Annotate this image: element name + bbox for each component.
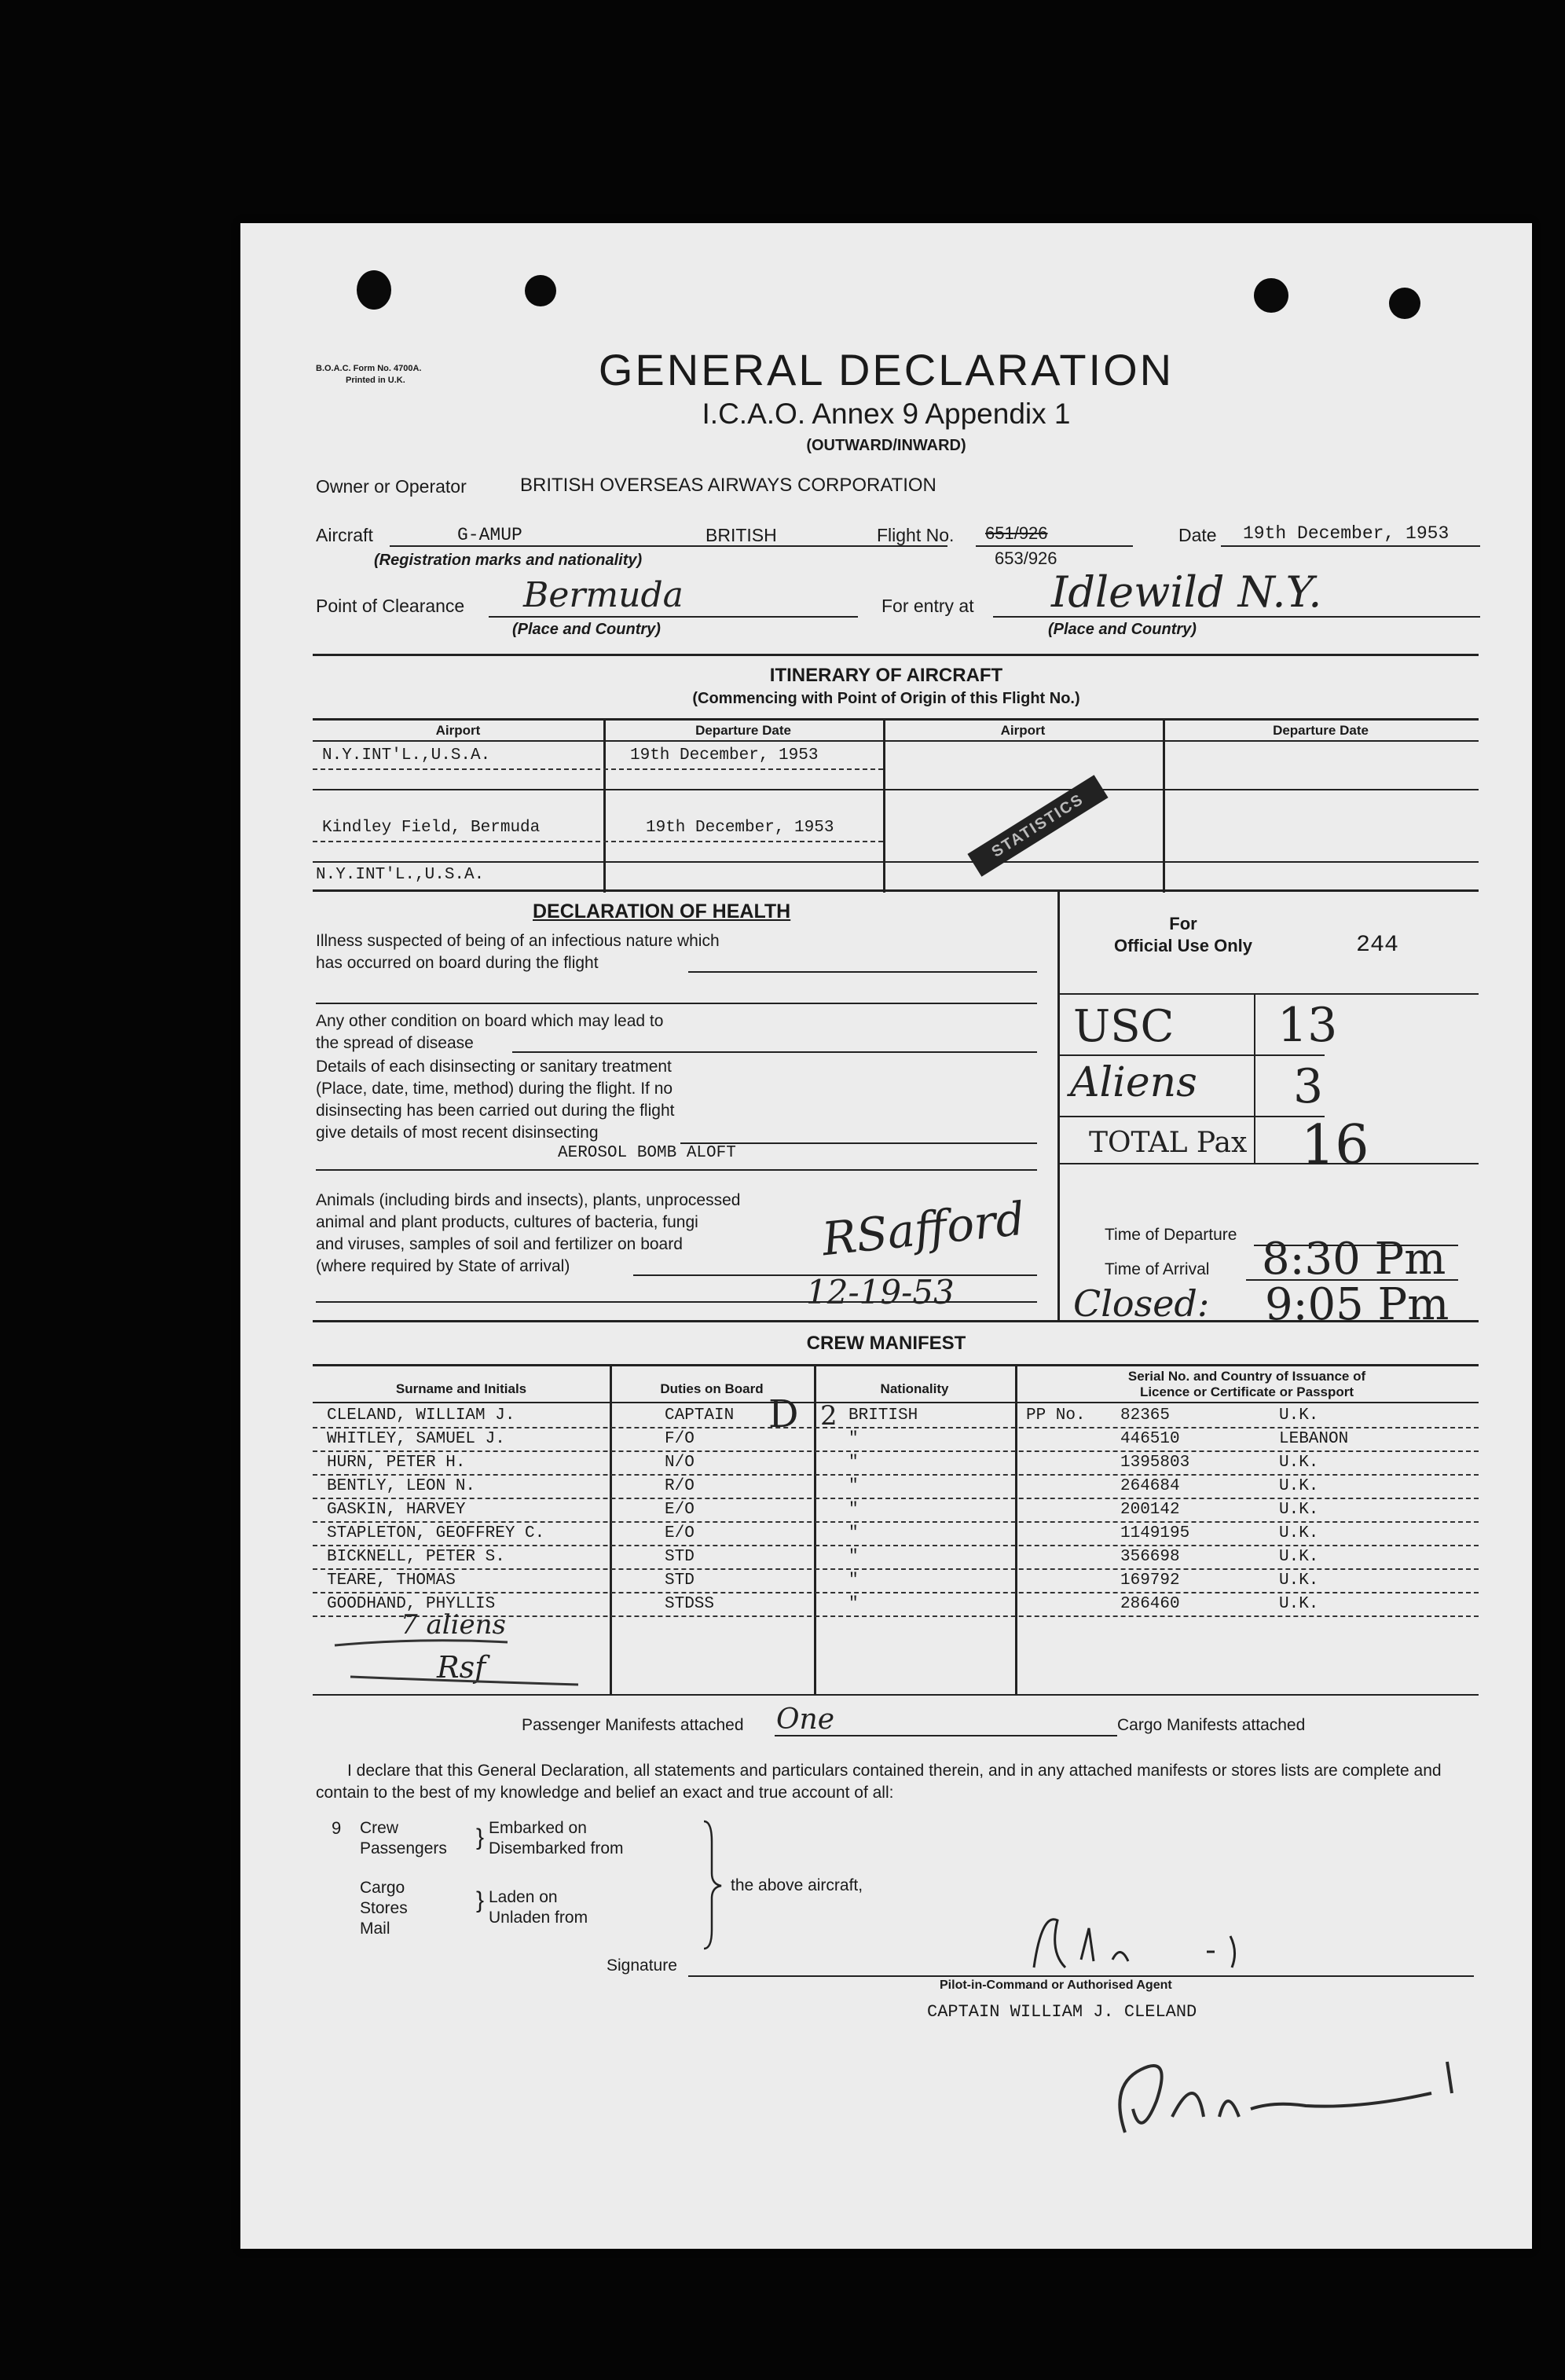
official-use-label [1057,913,1309,957]
itinerary-date: 19th December, 1953 [646,819,834,837]
itinerary-col-divider [603,718,606,893]
itinerary-col-divider [883,718,885,893]
crew-name: HURN, PETER H. [327,1454,466,1472]
crew-nationality: " [848,1477,859,1495]
crew-top-rule [313,1320,1479,1322]
itinerary-col-divider [1163,718,1165,893]
crew-name: STAPLETON, GEOFFREY C. [327,1524,545,1542]
arrival-value: 8:30 Pm [1262,1234,1446,1285]
crew-pen-strokes [327,1606,641,1692]
usc-value: 13 [1277,998,1338,1053]
other-condition-label [316,1010,663,1054]
large-brace [701,1818,724,1952]
clearance-value: Bermuda [523,575,684,615]
crew-duty: STD [665,1548,695,1566]
total-value: 16 [1301,1114,1369,1176]
registration-note: (Registration marks and nationality) [374,552,643,569]
embark-label [489,1818,624,1859]
disinsect-line: give details of most recent disinsecting [316,1124,599,1142]
disinsect-line-rule [316,1169,1037,1171]
crew-nationality: " [848,1501,859,1519]
itinerary-head-rule2 [313,740,1479,742]
crew-serial: 169792 [1120,1571,1180,1590]
closed-value: 9:05 Pm [1265,1279,1450,1330]
itinerary-subtitle: (Commencing with Point of Origin of this Flight No.) [692,690,1080,707]
crew-row-line [313,1592,1479,1593]
crew-serial: 264684 [1120,1477,1180,1495]
crew-serial: 200142 [1120,1501,1180,1519]
crew-passengers-label [360,1818,447,1859]
crew-name: GASKIN, HARVEY [327,1501,466,1519]
direction-label: (OUTWARD/INWARD) [806,437,966,454]
manifest-rule [313,1694,1479,1696]
health-handwritten-initials: RSafford [819,1191,1028,1267]
crew-serial: 356698 [1120,1548,1180,1566]
itinerary-airport: N.Y.INT'L.,U.S.A. [316,866,485,884]
crew-header-duty: Duties on Board [660,1381,764,1396]
animals-line: (where required by State of arrival) [316,1257,570,1275]
declaration-sheet [240,223,1532,2249]
crew-row-line [313,1568,1479,1570]
signature-scribble [1018,1905,1254,1983]
flight-label: Flight No. [877,525,955,545]
itinerary-row-line [313,768,883,770]
other-line: the spread of disease [316,1034,474,1052]
printed-in: Printed in U.K. [346,376,405,385]
itinerary-title: ITINERARY OF AIRCRAFT [769,665,1003,686]
usc-label: USC [1073,1001,1175,1052]
crew-handwritten-initials: Rsf [437,1650,486,1685]
crew-name: WHITLEY, SAMUEL J. [327,1430,505,1448]
crew-nationality: " [848,1454,859,1472]
illness-line-rule [316,1003,1037,1004]
passengers-word: Passengers [360,1839,447,1857]
itinerary-header-airport2: Airport [1000,723,1046,738]
crew-handwritten-d: D [768,1392,799,1436]
crew-nationality: BRITISH [848,1406,918,1425]
itinerary-row-rule [313,789,1479,790]
cargo-line [1042,1735,1117,1736]
serial-header-line: Serial No. and Country of Issuance of [1127,1369,1366,1384]
crew-country: U.K. [1279,1477,1319,1495]
crew-nationality: " [848,1571,859,1590]
disinsect-label [316,1056,674,1144]
crew-header-nationality: Nationality [880,1381,949,1396]
punch-hole [1254,278,1288,313]
statistics-stamp: STATISTICS [967,775,1108,877]
entry-label: For entry at [881,596,974,616]
illness-line-rule [688,971,1037,973]
form-number: B.O.A.C. Form No. 4700A. [316,364,422,373]
crew-serial: 446510 [1120,1430,1180,1448]
crew-duty: CAPTAIN [665,1406,735,1425]
aircraft-label: Aircraft [316,525,373,545]
crew-head-rule2 [313,1402,1479,1403]
aliens-label: Aliens [1070,1059,1197,1106]
disinsect-line: disinsecting has been carried out during the flight [316,1102,675,1120]
crew-name: BENTLY, LEON N. [327,1477,476,1495]
itinerary-header-date: Departure Date [695,723,791,738]
mail-word: Mail [360,1920,390,1938]
official-rule [1057,1116,1325,1117]
itinerary-header-airport: Airport [435,723,481,738]
crew-pp-label: PP No. [1026,1406,1086,1425]
animals-line: Animals (including birds and insects), plants, unprocessed [316,1191,741,1209]
official-col-divider [1254,993,1255,1163]
cargo-manifests-label: Cargo Manifests attached [1117,1716,1306,1734]
crew-duty: R/O [665,1477,695,1495]
passenger-line [775,1735,1042,1736]
official-use-only: Official Use Only [1113,936,1253,955]
official-number: 244 [1356,932,1399,959]
closed-label: Closed: [1073,1282,1210,1325]
itinerary-head-rule [313,718,1479,721]
itinerary-header-date2: Departure Date [1273,723,1369,738]
crew-name: CLELAND, WILLIAM J. [327,1406,515,1425]
crew-name: BICKNELL, PETER S. [327,1548,505,1566]
official-rule [1057,1163,1479,1164]
official-rule [1057,993,1479,995]
punch-hole [1389,288,1420,319]
clearance-note: (Place and Country) [512,621,661,638]
crew-country: U.K. [1279,1524,1319,1542]
crew-nationality: " [848,1548,859,1566]
health-top-rule [313,889,1479,892]
clearance-line [489,616,858,618]
crew-handwritten-aliens: 7 aliens [401,1609,506,1641]
crew-country: U.K. [1279,1406,1319,1425]
flight-line [976,545,1133,547]
crew-handwritten-2: 2 [820,1400,837,1432]
aircraft-nationality: BRITISH [706,525,777,545]
crew-country: U.K. [1279,1501,1319,1519]
aircraft-registration: G-AMUP [457,525,522,545]
laden-word: Laden on [489,1888,558,1906]
passenger-manifests-value: One [776,1703,835,1736]
itinerary-row-line [313,841,883,842]
crew-serial: 82365 [1120,1406,1171,1425]
crew-header-serial [1015,1369,1479,1400]
stores-word: Stores [360,1899,408,1917]
crew-duty: N/O [665,1454,695,1472]
illness-line: Illness suspected of being of an infectious nature which [316,932,720,950]
crew-col-divider [814,1364,816,1694]
serial-header-line: Licence or Certificate or Passport [1139,1384,1354,1399]
illness-label [316,930,720,974]
crew-row-line [313,1427,1479,1428]
cargo-stores-mail-label [360,1878,408,1939]
passenger-manifests-label: Passenger Manifests attached [522,1716,744,1734]
official-for: For [1169,914,1197,933]
itinerary-date: 19th December, 1953 [630,746,819,765]
health-title: DECLARATION OF HEALTH [533,900,791,922]
crew-head-rule [313,1364,1479,1366]
itinerary-airport: Kindley Field, Bermuda [322,819,541,837]
crew-duty: F/O [665,1430,695,1448]
page-title: GENERAL DECLARATION [598,345,1175,394]
official-rule [1057,1054,1325,1056]
crew-word: Crew [360,1819,399,1837]
crew-country: LEBANON [1279,1430,1349,1448]
brace: } [476,1887,485,1913]
crew-nationality: " [848,1524,859,1542]
punch-hole [525,275,556,306]
owner-label: Owner or Operator [316,476,467,497]
crew-country: U.K. [1279,1548,1319,1566]
date-value: 19th December, 1953 [1243,523,1450,544]
itinerary-top-rule [313,654,1479,656]
illness-line: has occurred on board during the flight [316,954,599,972]
arrival-label: Time of Arrival [1105,1260,1210,1278]
cargo-word: Cargo [360,1879,405,1897]
animals-line: animal and plant products, cultures of bacteria, fungi [316,1213,698,1231]
clearance-label: Point of Clearance [316,596,465,616]
crew-serial: 1149195 [1120,1524,1190,1542]
crew-country: U.K. [1279,1454,1319,1472]
crew-serial: 1395803 [1120,1454,1190,1472]
crew-row-line [313,1450,1479,1452]
punch-hole [357,270,391,310]
crew-row-line [313,1474,1479,1476]
crew-name: TEARE, THOMAS [327,1571,456,1590]
crew-row-line [313,1521,1479,1523]
disinsect-line: (Place, date, time, method) during the flight. If no [316,1080,673,1098]
date-label: Date [1178,525,1217,545]
animals-line: and viruses, samples of soil and fertilizer on board [316,1235,683,1253]
above-aircraft: the above aircraft, [731,1876,863,1894]
crew-duty: E/O [665,1524,695,1542]
itinerary-row-rule [313,861,1479,863]
entry-value: Idlewild N.Y. [1051,567,1322,617]
date-line [1221,545,1480,547]
embarked-word: Embarked on [489,1819,587,1837]
crew-duty: E/O [665,1501,695,1519]
signature-caption: Pilot-in-Command or Authorised Agent [940,1978,1172,1992]
departure-label: Time of Departure [1105,1226,1237,1244]
crew-name: GOODHAND, PHYLLIS [327,1595,496,1613]
entry-note: (Place and Country) [1048,621,1197,638]
crew-nationality: " [848,1430,859,1448]
flight-struck: 651/926 [985,523,1048,543]
aliens-value: 3 [1293,1059,1324,1114]
crew-header-name: Surname and Initials [395,1381,527,1396]
total-label: TOTAL Pax [1089,1127,1248,1159]
crew-count: 9 [332,1818,342,1838]
crew-col-divider [1015,1364,1017,1694]
disembarked-word: Disembarked from [489,1839,624,1857]
unladen-word: Unladen from [489,1909,588,1927]
official-signature-scribble [1101,2038,1463,2156]
other-line: Any other condition on board which may lead to [316,1012,664,1030]
crew-country: U.K. [1279,1595,1319,1613]
laden-label [489,1887,588,1928]
aircraft-line [390,545,947,547]
disinsect-value: AEROSOL BOMB ALOFT [558,1144,736,1162]
crew-title: CREW MANIFEST [806,1333,966,1354]
crew-row-line [313,1545,1479,1546]
signature-label: Signature [607,1956,677,1975]
declaration-text: I declare that this General Declaration, all statements and particulars contained therein, and in any attached manifests or stores lists are complete and contain to the best of my knowledge and belief an exact and true account of all: [316,1762,1442,1802]
signatory-name: CAPTAIN WILLIAM J. CLELAND [927,2002,1197,2022]
crew-nationality: " [848,1595,859,1613]
crew-duty: STD [665,1571,695,1590]
flight-corrected: 653/926 [995,548,1057,568]
crew-row-line [313,1498,1479,1499]
brace: } [476,1824,485,1850]
health-handwritten-date: 12-19-53 [806,1273,955,1311]
page-subtitle: I.C.A.O. Annex 9 Appendix 1 [702,398,1071,430]
disinsect-line: Details of each disinsecting or sanitary treatment [316,1058,672,1076]
owner-value: BRITISH OVERSEAS AIRWAYS CORPORATION [520,475,936,496]
other-line-rule [512,1051,1037,1053]
crew-duty: STDSS [665,1595,715,1613]
itinerary-airport: N.Y.INT'L.,U.S.A. [322,746,491,765]
crew-country: U.K. [1279,1571,1319,1590]
crew-serial: 286460 [1120,1595,1180,1613]
animals-label [316,1190,740,1278]
